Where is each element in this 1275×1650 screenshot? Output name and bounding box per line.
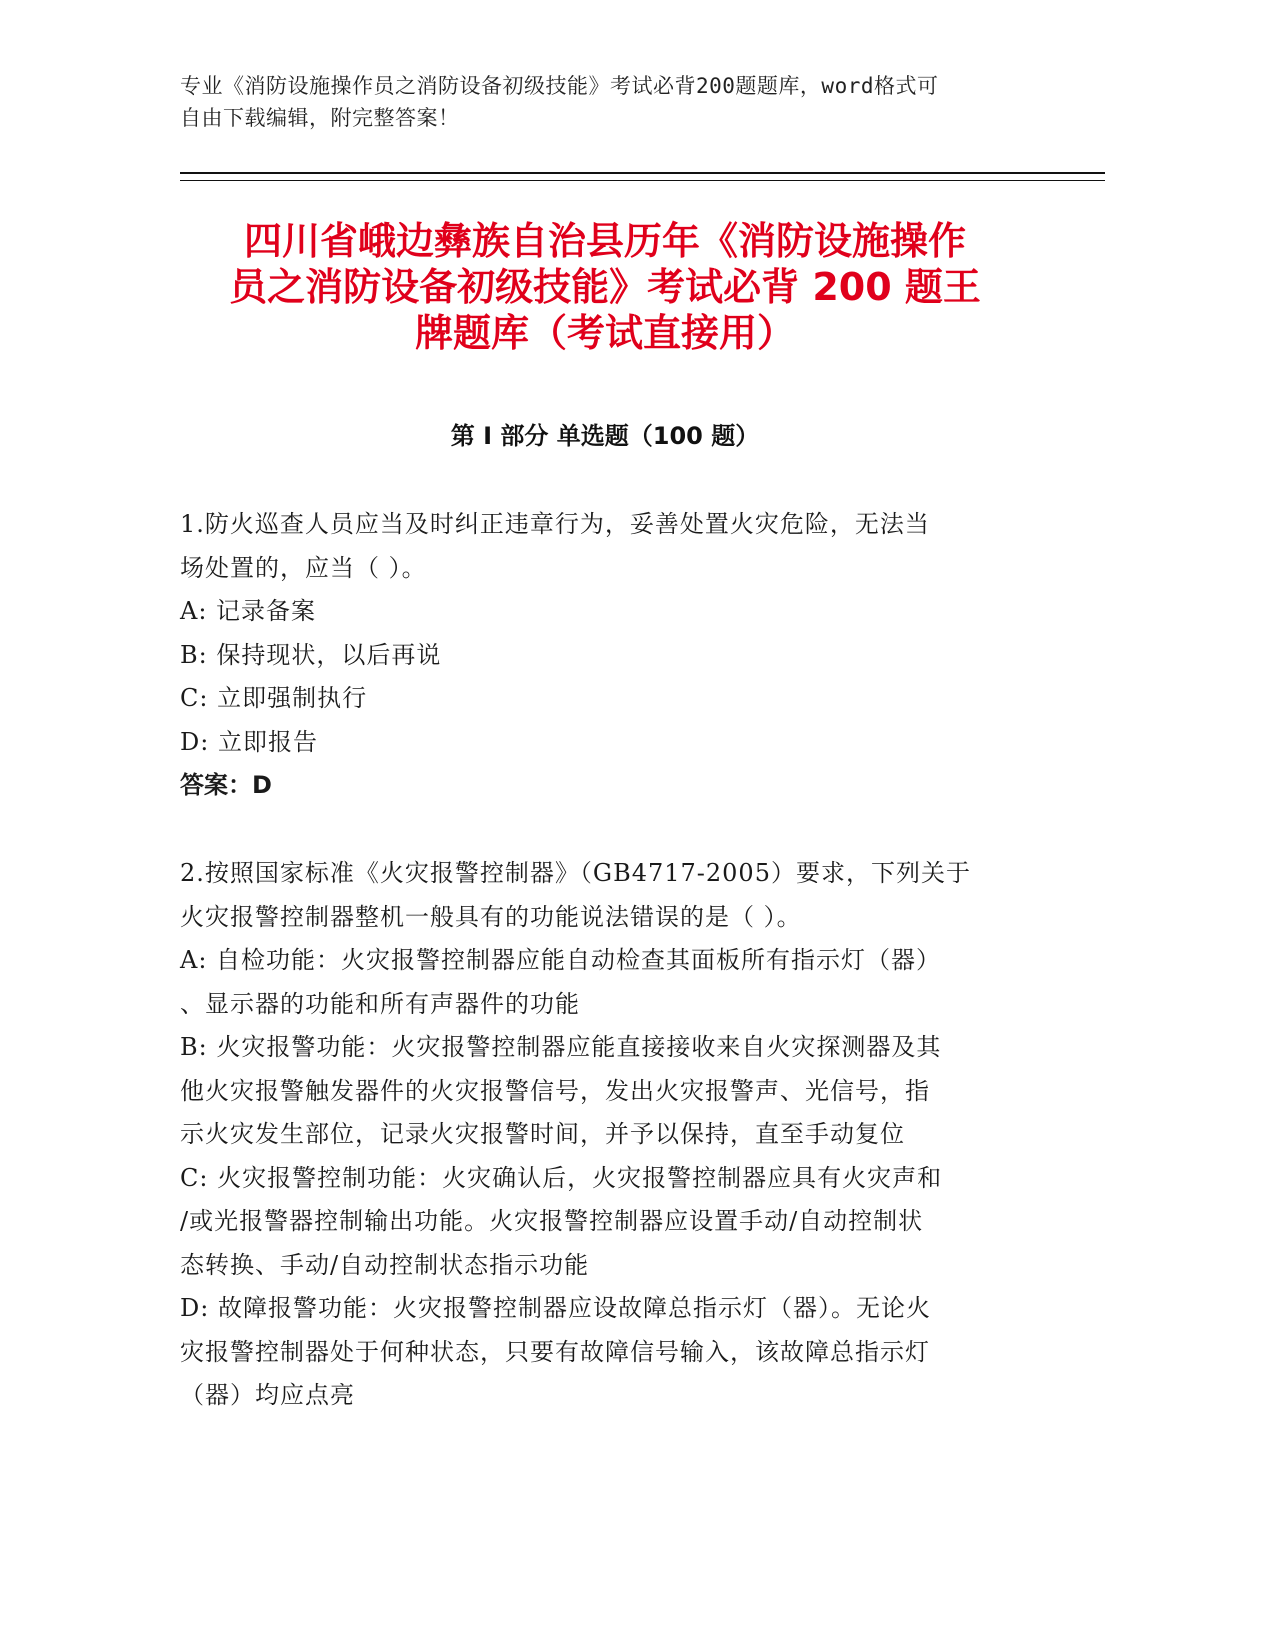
answer-line: 答案：D [180, 771, 272, 799]
question-item [180, 503, 1030, 808]
question-stem: 场处置的，应当（ ）。 [180, 553, 427, 582]
document-title-line: 四川省峨边彝族自治县历年《消防设施操作 [243, 219, 966, 263]
option-b: B: 火灾报警功能：火灾报警控制器应能直接接收来自火灾探测器及其 [180, 1033, 942, 1061]
option-d: D: 故障报警功能：火灾报警控制器应设故障总指示灯（器）。无论火 [180, 1294, 931, 1322]
option-d: （器）均应点亮 [180, 1381, 355, 1409]
option-b: 示火灾发生部位，记录火灾报警时间，并予以保持，直至手动复位 [180, 1120, 905, 1148]
question-stem: 火灾报警控制器整机一般具有的功能说法错误的是（ ）。 [180, 902, 802, 931]
option-b: B: 保持现状，以后再说 [180, 640, 442, 669]
document-title-line: 牌题库（考试直接用） [414, 311, 795, 355]
option-d: D: 立即报告 [180, 727, 318, 756]
question-stem: 2.按照国家标准《火灾报警控制器》（GB4717-2005）要求，下列关于 [180, 859, 971, 887]
option-c: 态转换、手动/自动控制状态指示功能 [180, 1250, 590, 1279]
option-c: C: 立即强制执行 [180, 684, 368, 712]
header-note-line: 自由下载编辑，附完整答案！ [180, 106, 460, 130]
section-title: 第 I 部分 单选题（100 题） [450, 422, 760, 450]
document-title [180, 218, 1030, 356]
question-item [180, 852, 1030, 1418]
header-note [180, 70, 1030, 134]
option-d: 灾报警控制器处于何种状态，只要有故障信号输入，该故障总指示灯 [180, 1337, 930, 1366]
option-c: C: 火灾报警控制功能：火灾确认后，火灾报警控制器应具有火灾声和 [180, 1163, 943, 1192]
option-a: 、显示器的功能和所有声器件的功能 [180, 989, 580, 1018]
header-divider-thin [180, 180, 1105, 181]
header-divider-thick [180, 172, 1105, 174]
question-stem: 1.防火巡查人员应当及时纠正违章行为，妥善处置火灾危险，无法当 [180, 510, 930, 538]
option-a: A: 记录备案 [180, 597, 317, 625]
option-b: 他火灾报警触发器件的火灾报警信号，发出火灾报警声、光信号，指 [180, 1076, 930, 1105]
header-note-line: 专业《消防设施操作员之消防设备初级技能》考试必背200题题库，word格式可 [180, 74, 939, 98]
document-title-line: 员之消防设备初级技能》考试必背 200 题王 [229, 265, 981, 309]
option-c: /或光报警器控制输出功能。火灾报警控制器应设置手动/自动控制状 [180, 1207, 924, 1235]
option-a: A: 自检功能：火灾报警控制器应能自动检查其面板所有指示灯（器） [180, 946, 942, 974]
